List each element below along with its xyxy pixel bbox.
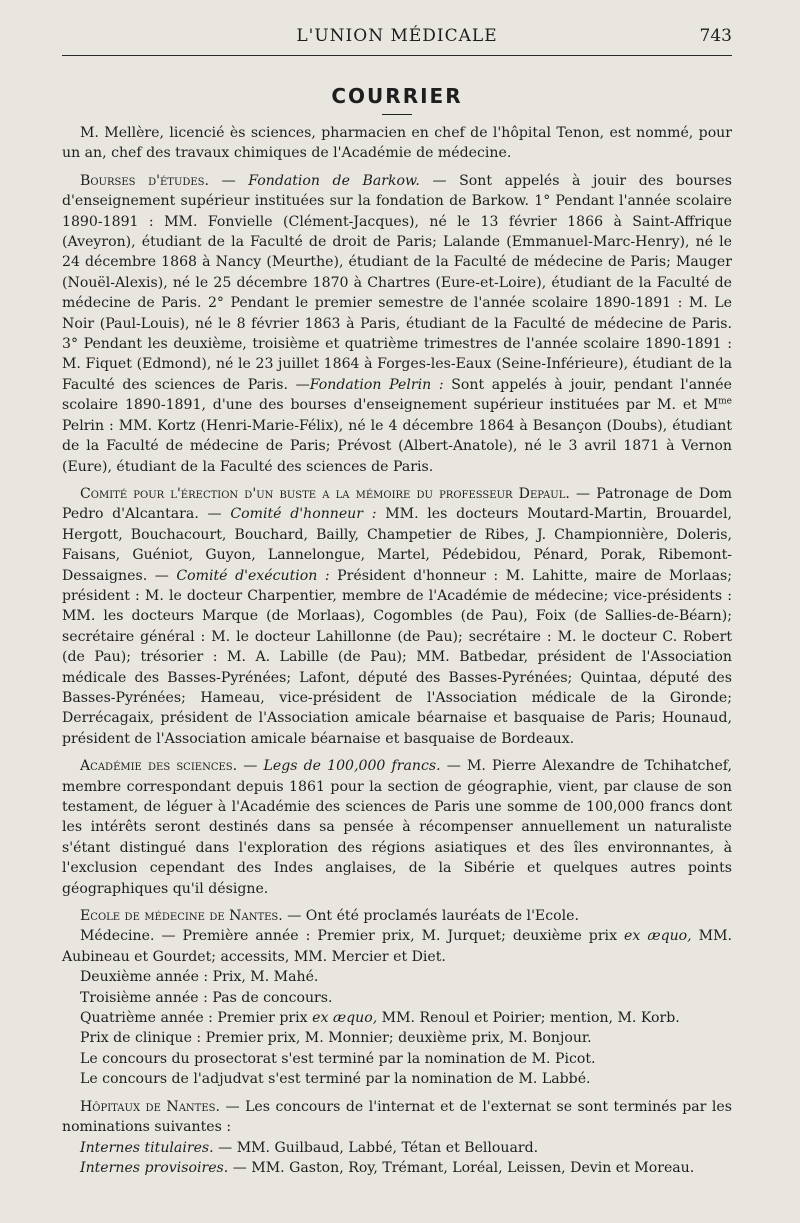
comite-execution: Comité d'exécution : (176, 567, 330, 584)
fondation-barkow: Fondation de Barkow. (248, 172, 420, 189)
ex-aequo: ex æquo, (624, 928, 692, 945)
heading-academie: Académie des sciences. (80, 758, 238, 775)
comite-text-3: Président d'honneur : M. Lahitte, maire de Morlaas; président : M. le docteur Charpentier, membre de l'Académie de médecine; vice-présidents : MM. les docteurs Marque (de Morlaas), Cogombles (de Pau), Foix (de Sallies-de-Béarn); secrétaire général : M. le docteur Lahillonne (de Pau); secrétaire : M. le docteur C. Robert (de Pau); trésorier : M. A. Labille (de Pau); MM. Batbedar, président de l'Association médicale des Basses-Pyrénées; Lafont, député des Basses-Pyrénées; Quintaa, député des Basses-Pyrénées; Hameau, vice-président de l'Association médicale de la Gironde; Derrécagaix, président de l'Association amicale béarnaise et basquaise de Paris; Hounaud, président de l'Association amicale béarnaise et basquaise de Bordeaux. (62, 567, 732, 747)
titulaires-names: — MM. Guilbaud, Labbé, Tétan et Bellouard. (213, 1139, 539, 1156)
line-prosectorat: Le concours du prosectorat s'est terminé par la nomination de M. Picot. (80, 1050, 596, 1067)
hopitaux-text: — Les concours de l'internat et de l'externat se sont terminés par les nominations suivantes : (62, 1098, 732, 1136)
comite-text-1: — Patronage de Dom Pedro d'Alcantara. — (62, 485, 732, 523)
article-body (62, 123, 732, 1178)
internes-provisoires: Internes provisoires. (80, 1159, 229, 1176)
page-number: 743 (699, 26, 732, 46)
heading-ecole: Ecole de médecine de Nantes. (80, 908, 283, 925)
ecole-text: — Ont été proclamés lauréats de l'Ecole. (282, 908, 579, 925)
journal-title: L'UNION MÉDICALE (296, 26, 498, 46)
line-troisieme: Troisième année : Pas de concours. (80, 989, 333, 1006)
provisoires-names: — MM. Gaston, Roy, Trémant, Loréal, Leissen, Devin et Moreau. (228, 1159, 695, 1176)
pelrin-text-a: Sont appelés à jouir, pendant l'année scolaire 1890-1891, d'une des bourses d'enseignement supérieur instituées par M. et M (62, 376, 732, 414)
paragraph-bourses (62, 171, 732, 477)
section-title: COURRIER (331, 84, 463, 108)
heading-hopitaux: Hôpitaux de Nantes. (80, 1098, 220, 1115)
paragraph-mellere: M. Mellère, licencié ès sciences, pharmacien en chef de l'hôpital Tenon, est nommé, pour un an, chef des travaux chimiques de l'Académie de médecine. (62, 125, 732, 162)
running-head (62, 22, 732, 52)
superscript-me: me (718, 396, 732, 407)
paragraph-academie (62, 756, 732, 899)
title-rule (382, 114, 412, 115)
fondation-pelrin: Fondation Pelrin : (309, 376, 444, 393)
medecine-b: MM. Aubineau et Gourdet; accessits, MM. Mercier et Diet. (62, 928, 732, 965)
comite-text-2: MM. les docteurs Moutard-Martin, Brouardel, Hergott, Bouchacourt, Bouchard, Bailly, Champetier de Ribes, J. Championnière, Doleris, Faisans, Guéniot, Guyon, Lannelongue, Martel, Pédebidou, Pénard, Porak, Ribemont-Dessaignes. — (62, 506, 733, 584)
header-rule (62, 55, 732, 56)
legs: Legs de 100,000 francs. (263, 758, 441, 775)
dash: — (237, 758, 264, 775)
academie-text: — M. Pierre Alexandre de Tchihatchef, membre correspondant depuis 1861 pour la section de géographie, vient, par clause de son testament, de léguer à l'Académie des sciences de Paris une somme de 100,000 francs dont les intérêts seront destinés dans sa pensée à récompenser annuellement un naturaliste s'étant distingué dans l'exploration des régions asiatiques et des îles environnantes, à l'exclusion cependant des Indes anglaises, de la Sibérie et quelques autres points géographiques qu'il désigne. (62, 758, 732, 897)
line-adjudvat: Le concours de l'adjudvat s'est terminé par la nomination de M. Labbé. (80, 1071, 591, 1088)
heading-comite: Comité pour l'érection d'un buste a la mémoire du professeur Depaul. (80, 485, 570, 502)
line-deuxieme: Deuxième année : Prix, M. Mahé. (80, 969, 319, 986)
bourses-text: — Sont appelés à jouir des bourses d'enseignement supérieur instituées sur la fondation de Barkow. 1° Pendant l'année scolaire 1890-1891 : MM. Fonvielle (Clément-Jacques), né le 13 février 1866 à Saint-Affrique (Aveyron), étudiant de la Faculté de droit de Paris; Lalande (Emmanuel-Marc-Henry), né le 24 décembre 1868 à Nancy (Meurthe), étudiant de la Faculté de médecine de Paris; Mauger (Nouël-Alexis), né le 25 décembre 1870 à Chartres (Eure-et-Loire), étudiant de la Faculté de médecine de Paris. 2° Pendant le premier semestre de l'année scolaire 1890-1891 : M. Le Noir (Paul-Louis), né le 8 février 1863 à Paris, étudiant de la Faculté de médecine de Paris. 3° Pendant les deuxième, troisième et quatrième trimestres de l'année scolaire 1890-1891 : M. Fiquet (Edmond), né le 23 juillet 1864 à Forges-les-Eaux (Seine-Inférieure), étudiant de la Faculté des sciences de Paris. — (62, 172, 732, 393)
line-internes-titulaires (62, 1138, 732, 1158)
line-clinique: Prix de clinique : Premier prix, M. Monnier; deuxième prix, M. Bonjour. (80, 1030, 592, 1047)
quatrieme-a: Quatrième année : Premier prix (80, 1010, 313, 1027)
paragraph-comite (62, 484, 732, 749)
comite-honneur: Comité d'honneur : (230, 506, 377, 523)
ex-aequo: ex æquo, (312, 1010, 378, 1027)
heading-bourses: Bourses d'études. (80, 172, 210, 189)
paragraph-hopitaux (62, 1097, 732, 1138)
dash: — (209, 172, 249, 189)
medecine-a: Médecine. — Première année : Premier prix, M. Jurquet; deuxième prix (80, 928, 625, 945)
internes-titulaires: Internes titulaires. (80, 1139, 214, 1156)
quatrieme-b: MM. Renoul et Poirier; mention, M. Korb. (377, 1010, 680, 1027)
line-internes-provisoires (62, 1158, 732, 1178)
pelrin-text-b: Pelrin : MM. Kortz (Henri-Marie-Félix), né le 4 décembre 1864 à Besançon (Doubs), étudiant de la Faculté de médecine de Paris; Prévost (Albert-Anatole), né le 3 avril 1871 à Vernon (Eure), étudiant de la Faculté des sciences de Paris. (62, 417, 732, 475)
line-medecine (62, 926, 732, 967)
line-quatrieme (62, 1008, 732, 1028)
paragraph-ecole-nantes (62, 906, 732, 926)
